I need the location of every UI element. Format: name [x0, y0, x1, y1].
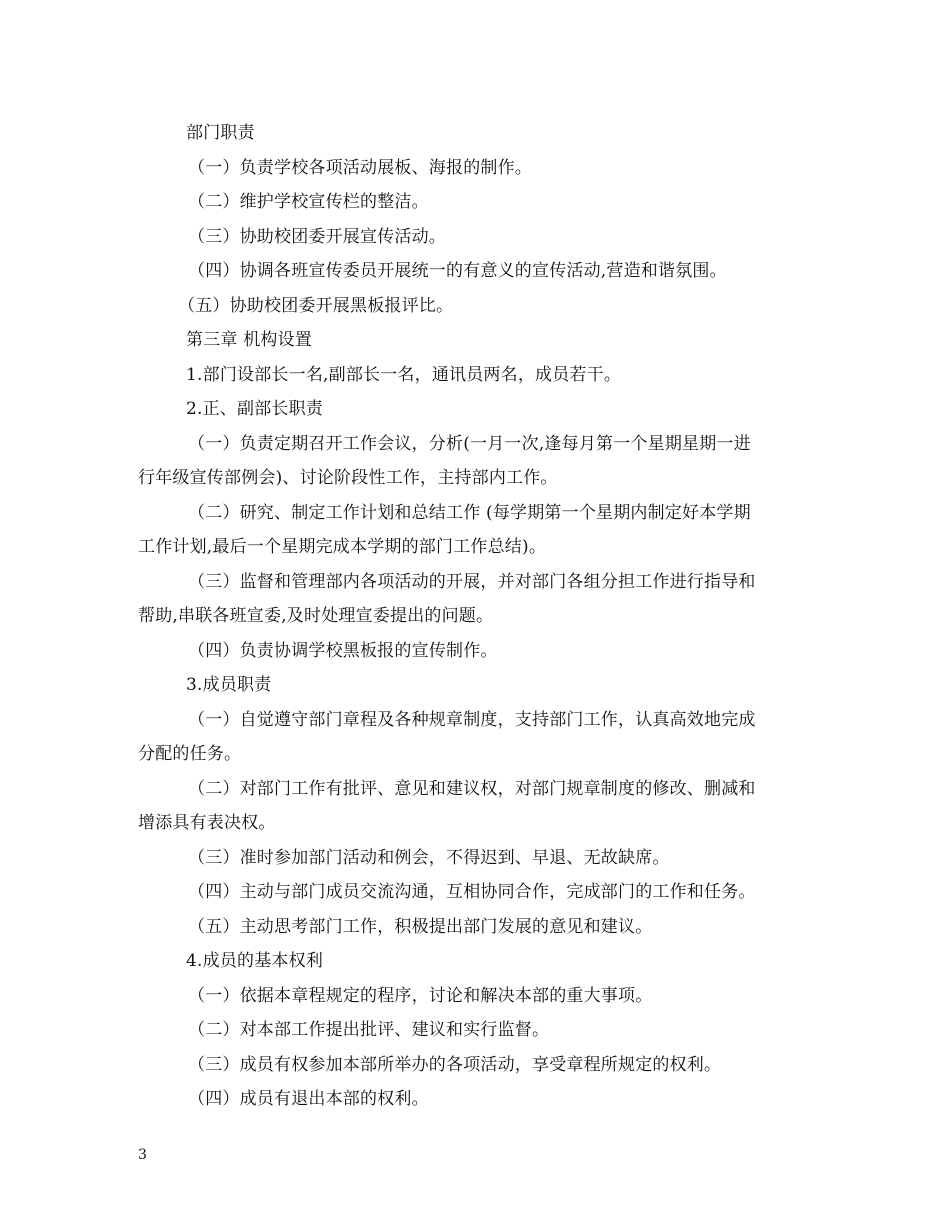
text-line: （五）主动思考部门工作，积极提出部门发展的意见和建议。 [188, 916, 653, 937]
page-number: 3 [138, 1147, 147, 1163]
text-line: （四）负责协调学校黑板报的宣传制作。 [188, 640, 498, 661]
text-line: 分配的任务。 [138, 744, 242, 764]
text-line: （一）负责定期召开工作会议，分析(一月一次,逢每月第一个星期星期一进 [188, 433, 751, 454]
text-line: （二）研究、制定工作计划和总结工作 (每学期第一个星期内制定好本学期 [188, 502, 751, 523]
text-line: （二）维护学校宣传栏的整洁。 [188, 192, 429, 212]
text-line: （一）负责学校各项活动展板、海报的制作。 [188, 157, 532, 178]
text-line: （二）对部门工作有批评、意见和建议权，对部门规章制度的修改、删减和 [188, 778, 756, 799]
text-line: 行年级宣传部例会)、讨论阶段性工作，主持部内工作。 [138, 468, 558, 488]
text-line: （三）监督和管理部内各项活动的开展，并对部门各组分担工作进行指导和 [188, 571, 756, 592]
text-line: 增添具有表决权。 [138, 813, 276, 833]
text-line: （一）依据本章程规定的程序，讨论和解决本部的重大事项。 [188, 985, 653, 1006]
text-line: 帮助,串联各班宣委,及时处理宣委提出的问题。 [138, 606, 494, 626]
text-line: （四）成员有退出本部的权利。 [188, 1089, 429, 1109]
text-line: （三）准时参加部门活动和例会，不得迟到、早退、无故缺席。 [188, 847, 670, 868]
text-line: （四）主动与部门成员交流沟通，互相协同合作，完成部门的工作和任务。 [188, 882, 756, 902]
text-line: 3.成员职责 [186, 675, 272, 695]
text-line: 工作计划,最后一个星期完成本学期的部门工作总结)。 [138, 537, 547, 557]
document-body [138, 116, 818, 1117]
text-line: 部门职责 [186, 123, 255, 143]
text-line: （三）成员有权参加本部所举办的各项活动，享受章程所规定的权利。 [188, 1054, 722, 1075]
text-line: （三）协助校团委开展宣传活动。 [188, 226, 446, 247]
text-line: 1.部门设部长一名,副部长一名，通讯员两名，成员若干。 [186, 364, 622, 385]
text-line: （一）自觉遵守部门章程及各种规章制度，支持部门工作，认真高效地完成 [188, 709, 756, 730]
text-line: 4.成员的基本权利 [186, 951, 324, 971]
text-line: （二）对本部工作提出批评、建议和实行监督。 [188, 1020, 550, 1040]
text-line: 第三章 机构设置 [186, 330, 313, 350]
text-line: （五）协助校团委开展黑板报评比。 [178, 295, 454, 316]
text-line: 2.正、副部长职责 [186, 399, 324, 419]
text-line: （四）协调各班宣传委员开展统一的有意义的宣传活动,营造和谐氛围。 [188, 261, 727, 281]
